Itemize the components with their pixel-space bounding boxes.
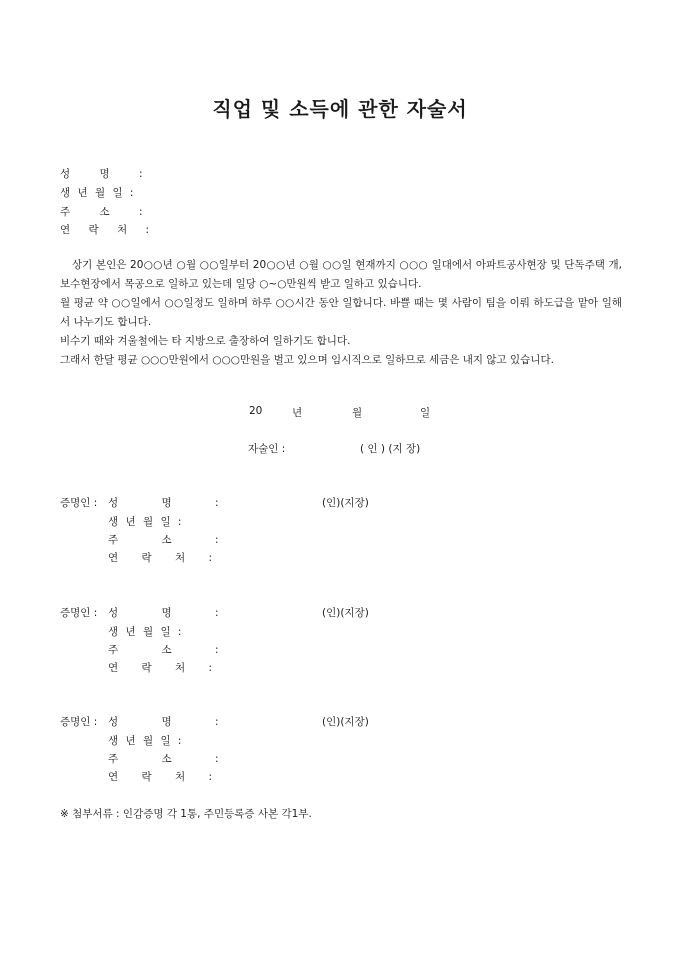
signer-seal: ( 인 ) (지 장): [360, 443, 421, 455]
date-day-unit: 일: [420, 407, 431, 419]
witness-birth-label: 생 년 월 일 :: [108, 516, 182, 528]
date-year: 20: [249, 405, 263, 417]
address-label: 주 소 :: [60, 206, 143, 218]
witness-seal: (인)(지장): [322, 716, 369, 728]
date-month-unit: 월: [352, 407, 363, 419]
witness-address-label: 주 소 :: [108, 644, 219, 656]
witness-birth-label: 생 년 월 일 :: [108, 735, 182, 747]
contact-label: 연 락 처 :: [60, 224, 149, 236]
paragraph: 상기 본인은 20○○년 ○월 ○○일부터 20○○년 ○월 ○○일 현재까지 ○○○ 일대에서 아파트공사현장 및 단독주택 개, 보수현장에서 목공으로 일하고 있는데 일당 ○~○만원씩 받고 일하고 있습니다.: [60, 259, 622, 290]
date-year-unit: 년: [292, 407, 303, 419]
paragraph: 비수기 때와 겨울철에는 타 지방으로 출장하여 일하기도 합니다.: [60, 335, 351, 347]
witness-contact-label: 연 락 처 :: [108, 552, 212, 564]
witness-seal: (인)(지장): [322, 607, 369, 619]
witness-name-label: 성 명 :: [108, 607, 219, 619]
witness-prefix: 증명인 :: [60, 607, 98, 619]
witness-address-label: 주 소 :: [108, 753, 219, 765]
witness-seal: (인)(지장): [322, 497, 369, 509]
witness-prefix: 증명인 :: [60, 497, 98, 509]
name-label: 성 명 :: [60, 168, 143, 180]
page-title: 직업 및 소득에 관한 자술서: [212, 97, 468, 121]
paragraph: 월 평균 약 ○○일에서 ○○일정도 일하며 하루 ○○시간 동안 일합니다. 바쁠 때는 몇 사람이 팀을 이뤄 하도급을 맡아 일해서 나누기도 합니다.: [60, 297, 622, 328]
attachment-note: ※ 첨부서류 : 인감증명 각 1통, 주민등록증 사본 각1부.: [60, 808, 312, 820]
statement-body: [60, 256, 622, 370]
witness-prefix: 증명인 :: [60, 716, 98, 728]
witness-name-label: 성 명 :: [108, 716, 219, 728]
witness-birth-label: 생 년 월 일 :: [108, 626, 182, 638]
witness-contact-label: 연 락 처 :: [108, 771, 212, 783]
witness-name-label: 성 명 :: [108, 497, 219, 509]
paragraph: 그래서 한달 평균 ○○○만원에서 ○○○만원을 벌고 있으며 임시직으로 일하므로 세금은 내지 않고 있습니다.: [60, 354, 554, 366]
witness-contact-label: 연 락 처 :: [108, 662, 212, 674]
signer-label: 자술인 :: [248, 443, 286, 455]
witness-address-label: 주 소 :: [108, 534, 219, 546]
birth-label: 생 년 월 일 :: [60, 187, 134, 199]
